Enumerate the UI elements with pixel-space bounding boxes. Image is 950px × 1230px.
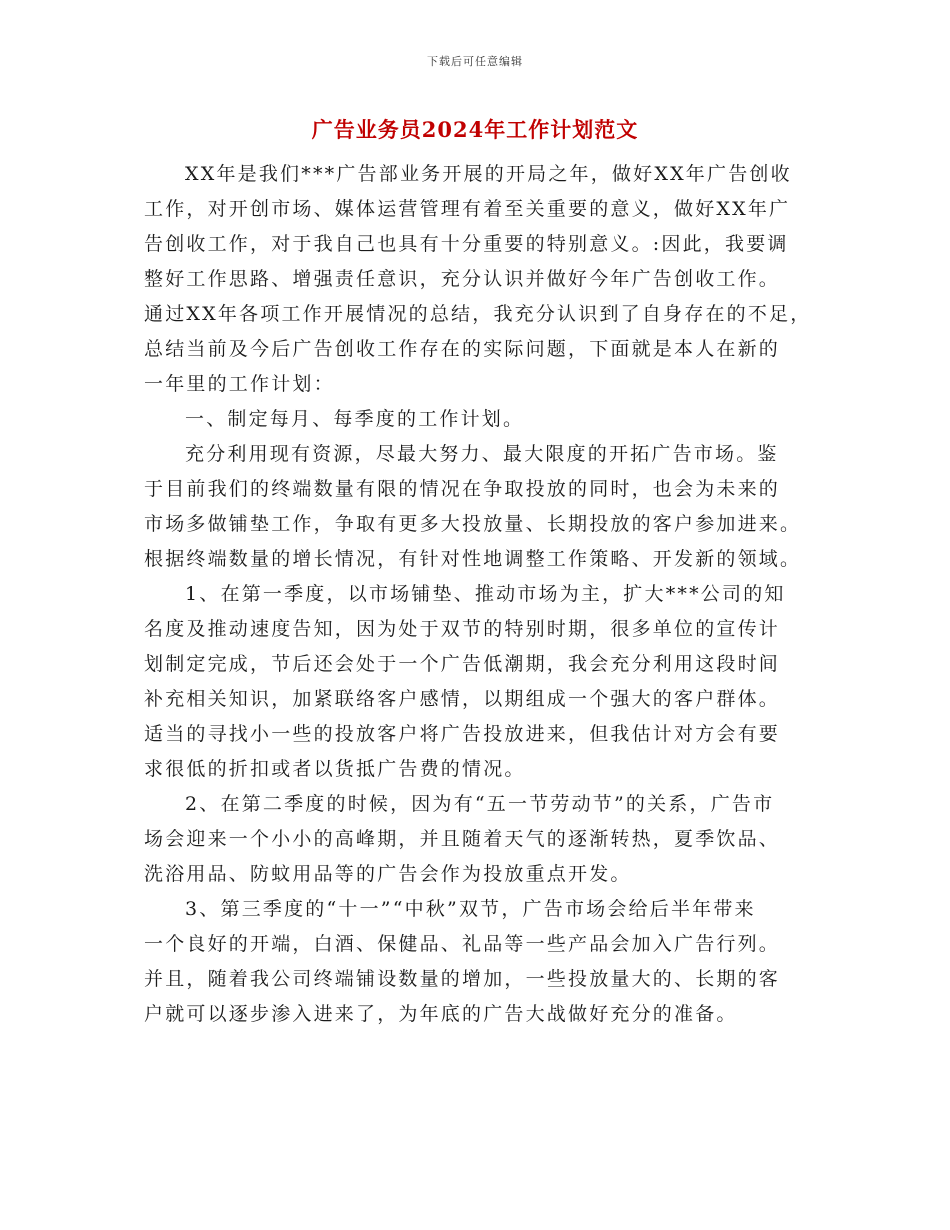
text-line: 并且，随着我公司终端铺设数量的增加，一些投放量大的、长期的客	[144, 968, 781, 990]
text-line: 适当的寻找小一些的投放客户将广告投放进来，但我估计对方会有要	[144, 723, 781, 745]
text-line: 户就可以逐步渗入进来了，为年底的广告大战做好充分的准备。	[144, 1003, 738, 1025]
text-line: 根据终端数量的增长情况，有针对性地调整工作策略、开发新的领域。	[144, 548, 802, 570]
document-title: 广告业务员2024年工作计划范文	[311, 117, 639, 142]
text-line: 整好工作思路、增强责任意识，充分认识并做好今年广告创收工作。	[144, 268, 781, 290]
text-line: 求很低的折扣或者以货抵广告费的情况。	[144, 758, 526, 780]
text-line: 补充相关知识，加紧联络客户感情，以期组成一个强大的客户群体。	[144, 688, 781, 710]
text-line: 市场多做铺垫工作，争取有更多大投放量、长期投放的客户参加进来。	[144, 513, 802, 535]
text-line: 洗浴用品、防蚊用品等的广告会作为投放重点开发。	[144, 863, 632, 885]
document-body	[144, 157, 814, 1032]
text-line: 1、在第一季度，以市场铺垫、推动市场为主，扩大***公司的知	[185, 583, 786, 605]
text-line: 名度及推动速度告知，因为处于双节的特别时期，很多单位的宣传计	[144, 618, 781, 640]
text-line: 充分利用现有资源，尽最大努力、最大限度的开拓广告市场。鉴	[185, 443, 779, 465]
text-line: 通过XX年各项工作开展情况的总结，我充分认识到了自身存在的不足，	[144, 303, 812, 325]
header-note: 下载后可任意编辑	[427, 55, 523, 68]
text-line: 一个良好的开端，白酒、保健品、礼品等一些产品会加入广告行列。	[144, 933, 781, 955]
text-line: 总结当前及今后广告创收工作存在的实际问题，下面就是本人在新的	[144, 338, 781, 360]
text-line: 一、制定每月、每季度的工作计划。	[185, 408, 525, 430]
text-line: 划制定完成，节后还会处于一个广告低潮期，我会充分利用这段时间	[144, 653, 781, 675]
text-line: XX年是我们***广告部业务开展的开局之年，做好XX年广告创收	[185, 163, 792, 185]
text-line: 场会迎来一个小小的高峰期，并且随着天气的逐渐转热，夏季饮品、	[144, 828, 781, 850]
text-line: 工作，对开创市场、媒体运营管理有着至关重要的意义，做好XX年广	[144, 198, 791, 220]
text-line: 告创收工作，对于我自己也具有十分重要的特别意义。:因此，我要调	[144, 233, 789, 255]
text-line: 一年里的工作计划：	[144, 373, 335, 395]
text-line: 2、在第二季度的时候，因为有“五一节劳动节”的关系，广告市	[185, 793, 775, 815]
text-line: 于目前我们的终端数量有限的情况在争取投放的同时，也会为未来的	[144, 478, 781, 500]
text-line: 3、第三季度的“十一”“中秋”双节，广告市场会给后半年带来	[185, 898, 756, 920]
